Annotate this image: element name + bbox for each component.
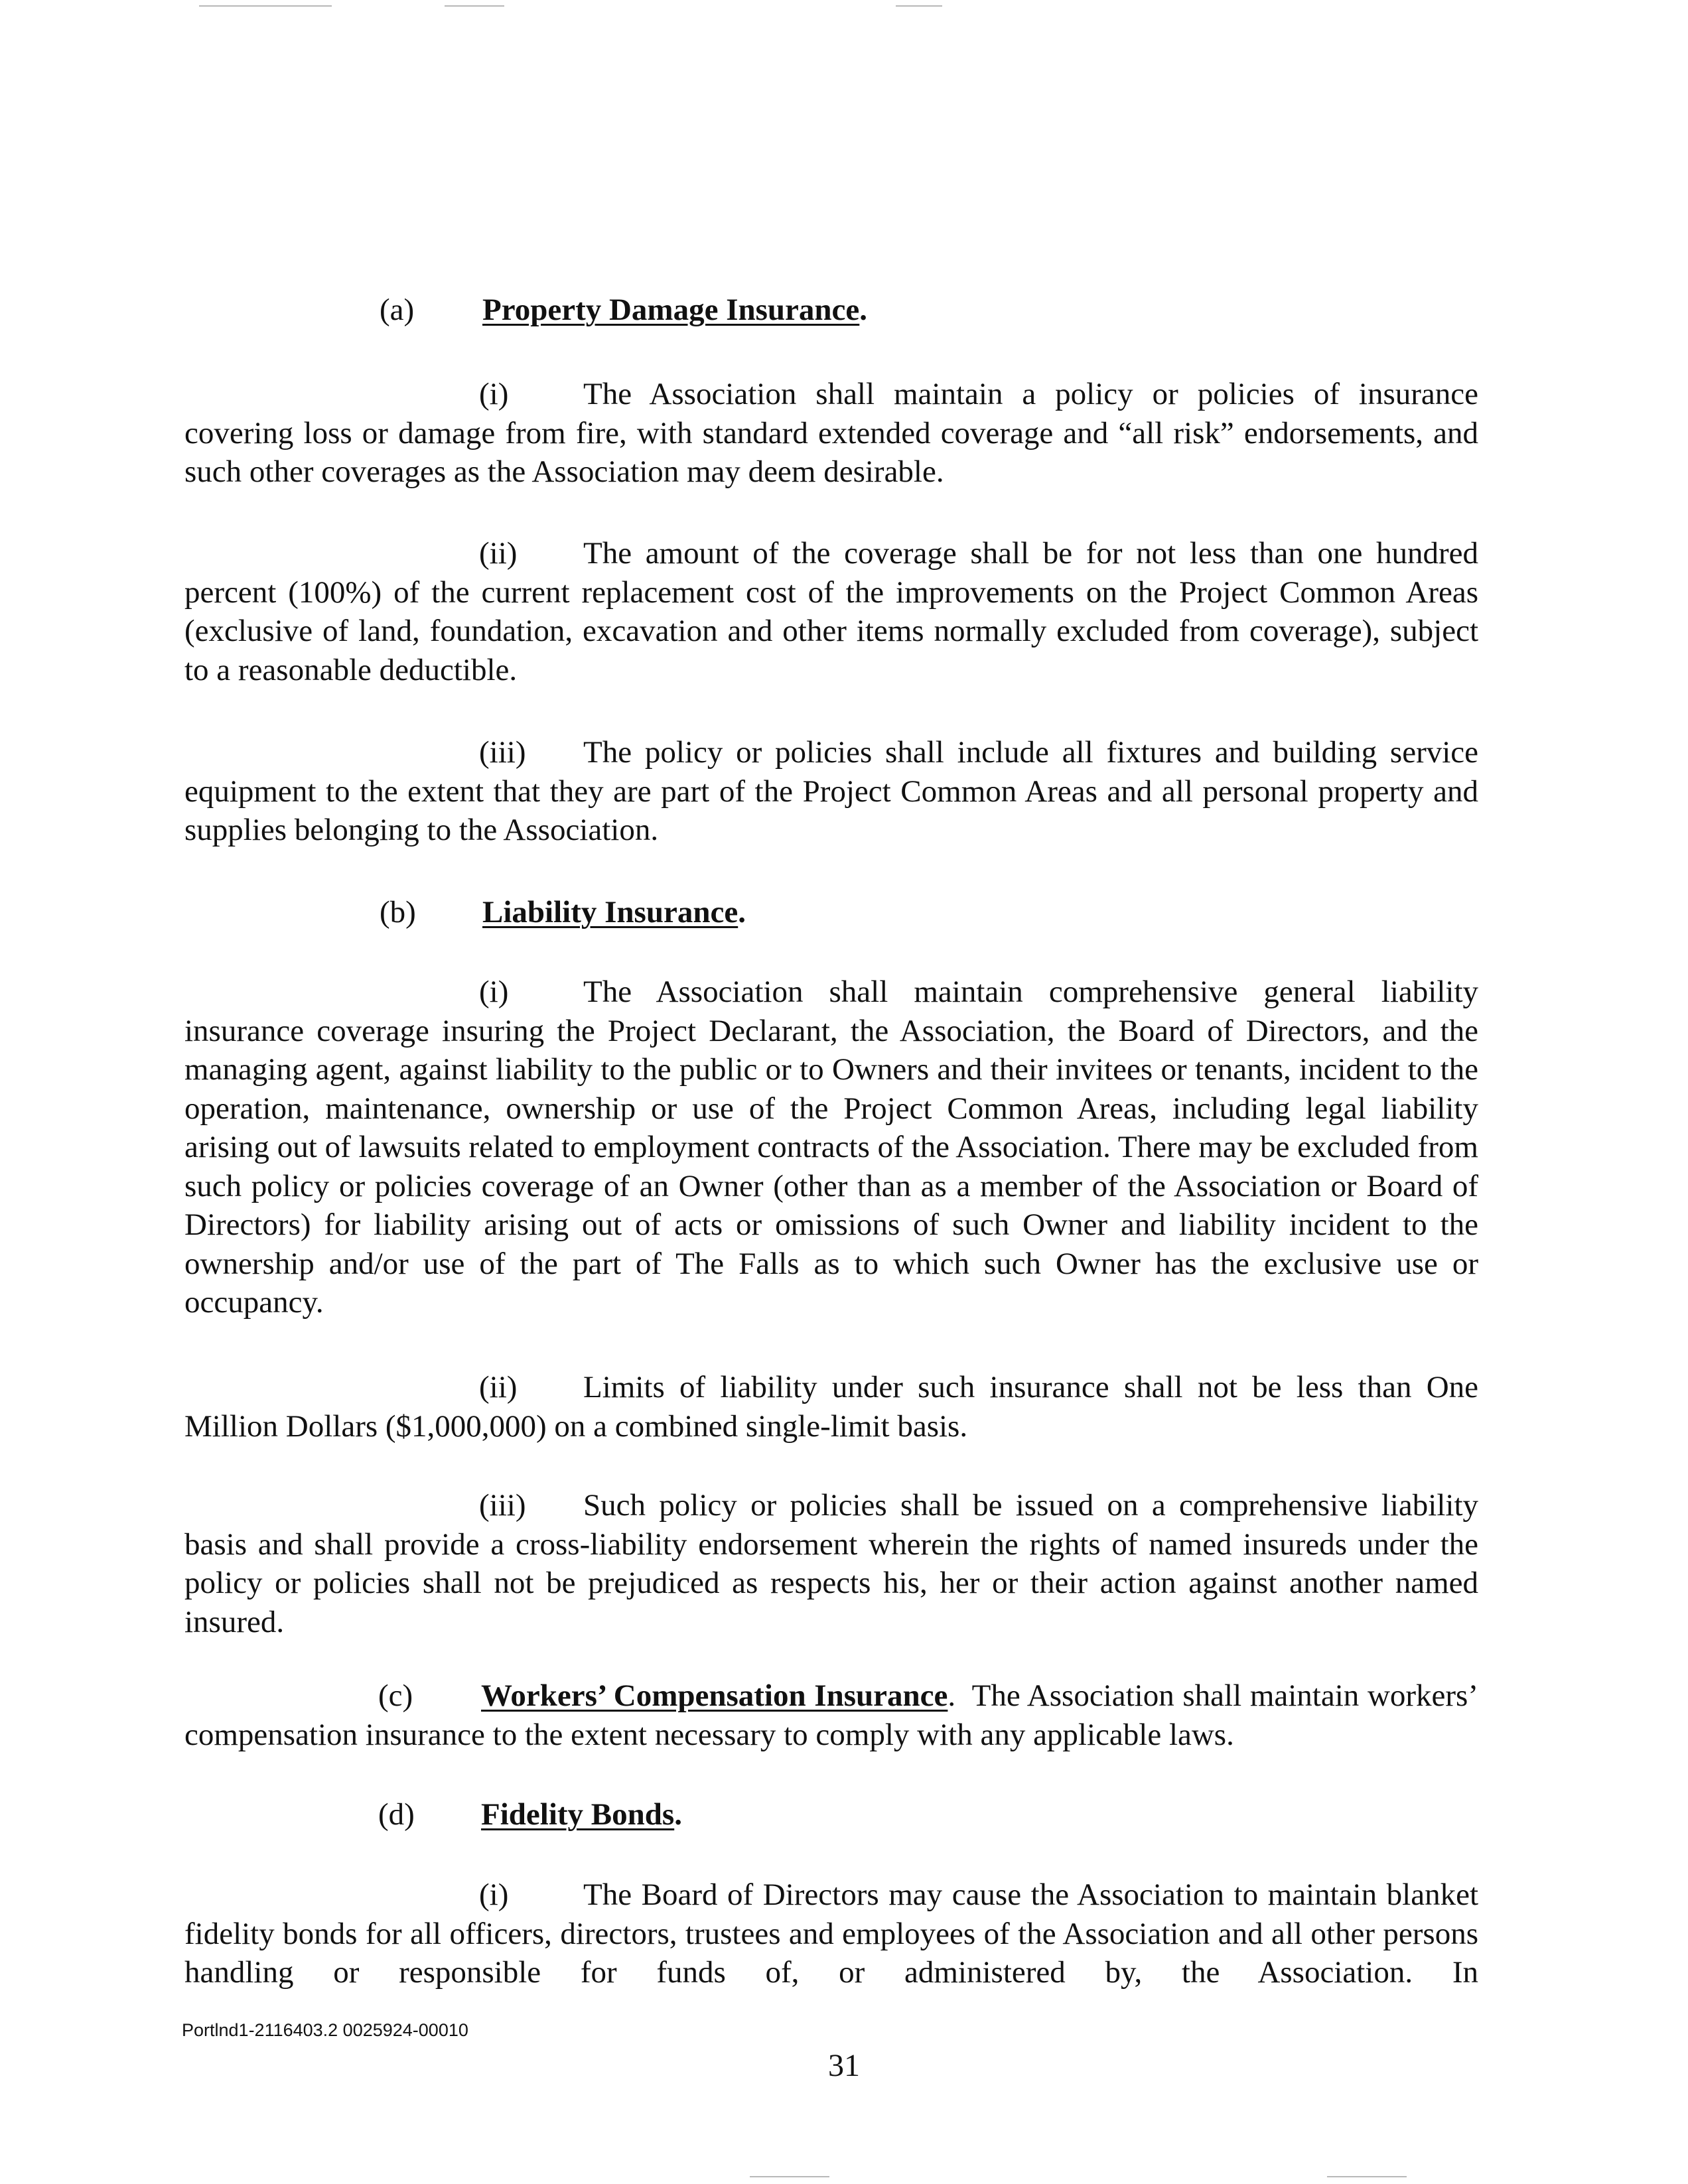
paragraph-number: (iii) (479, 735, 526, 770)
scan-artifact (750, 2176, 829, 2177)
section-title (482, 291, 867, 329)
paragraph-a-i (184, 375, 1478, 492)
section-b-heading (380, 893, 746, 931)
title-punct: . (859, 293, 868, 327)
title-punct: . (948, 1678, 956, 1713)
paragraph-number: (i) (479, 975, 509, 1009)
section-label: (b) (380, 895, 416, 929)
paragraph-text: The policy or policies shall include all fixtures and building service equipment to the extent that they are part of the Project Common Areas and all personal property and supplies belonging to the Association. (184, 735, 1478, 847)
paragraph-number: (iii) (479, 1488, 526, 1523)
section-title (481, 1678, 948, 1713)
scan-artifact (199, 5, 332, 7)
scan-artifact (1327, 2176, 1407, 2177)
paragraph-number: (i) (479, 377, 509, 411)
paragraph-a-iii (184, 733, 1478, 850)
paragraph-number: (ii) (479, 1370, 518, 1404)
section-label: (d) (378, 1797, 415, 1832)
section-a-heading (380, 291, 868, 329)
page-number: 31 (828, 2048, 860, 2083)
scan-artifact (896, 5, 942, 7)
paragraph-number: (ii) (479, 536, 518, 571)
section-title-text: Fidelity Bonds (481, 1797, 675, 1832)
title-punct: . (738, 895, 746, 929)
paragraph-text: The Association shall maintain a policy or policies of insurance covering loss or damage from fire, with standard extended coverage and “all risk” endorsements, and such other coverages as the Association may deem desirable. (184, 377, 1478, 489)
paragraph-text: The Board of Directors may cause the Association to maintain blanket fidelity bonds for all officers, directors, trustees and employees of the Association and all other persons handling or responsible for funds of, or administered by, the Association. In (184, 1877, 1478, 1990)
section-title (481, 1795, 682, 1834)
section-title-text: Liability Insurance (482, 895, 738, 929)
section-label: (c) (378, 1678, 413, 1713)
paragraph-b-i (184, 973, 1478, 1322)
section-title (482, 893, 746, 931)
paragraph-text: Limits of liability under such insurance shall not be less than One Million Dollars ($1,000,000) on a combined single-limit basis. (184, 1370, 1478, 1444)
document-id: Portlnd1-2116403.2 0025924-00010 (182, 2020, 468, 2040)
section-c (184, 1676, 1478, 1754)
scan-artifact (445, 5, 504, 7)
paragraph-d-i (184, 1876, 1478, 1992)
section-text: The Association shall maintain workers’ compensation insurance to the extent necessary to comply with any applicable laws. (184, 1678, 1478, 1752)
section-title-text: Property Damage Insurance (482, 293, 860, 327)
section-title-text: Workers’ Compensation Insurance (481, 1678, 948, 1713)
paragraph-number: (i) (479, 1877, 509, 1912)
section-d-heading (378, 1795, 682, 1834)
paragraph-b-ii (184, 1368, 1478, 1446)
paragraph-text: The amount of the coverage shall be for not less than one hundred percent (100%) of the current replacement cost of the improvements on the Project Common Areas (exclusive of land, foundation, excavation and other items normally excluded from coverage), subject to a reasonable deductible. (184, 536, 1478, 687)
paragraph-b-iii (184, 1486, 1478, 1641)
paragraph-a-ii (184, 534, 1478, 689)
title-punct: . (674, 1797, 682, 1832)
section-label: (a) (380, 293, 415, 327)
paragraph-text: The Association shall maintain comprehensive general liability insurance coverage insuring the Project Declarant, the Association, the Board of Directors, and the managing agent, against liability to the public or to Owners and their invitees or tenants, incident to the operation, maintenance, ownership or use of the Project Common Areas, including legal liability arising out of lawsuits related to employment contracts of the Association. There may be excluded from such policy or policies coverage of an Owner (other than as a member of the Association or Board of Directors) for liability arising out of acts or omissions of such Owner and liability incident to the ownership and/or use of the part of The Falls as to which such Owner has the exclusive use or occupancy. (184, 975, 1478, 1320)
paragraph-text: Such policy or policies shall be issued on a comprehensive liability basis and shall provide a cross-liability endorsement wherein the rights of named insureds under the policy or policies shall not be prejudiced as respects his, her or their action against another named insured. (184, 1488, 1478, 1639)
